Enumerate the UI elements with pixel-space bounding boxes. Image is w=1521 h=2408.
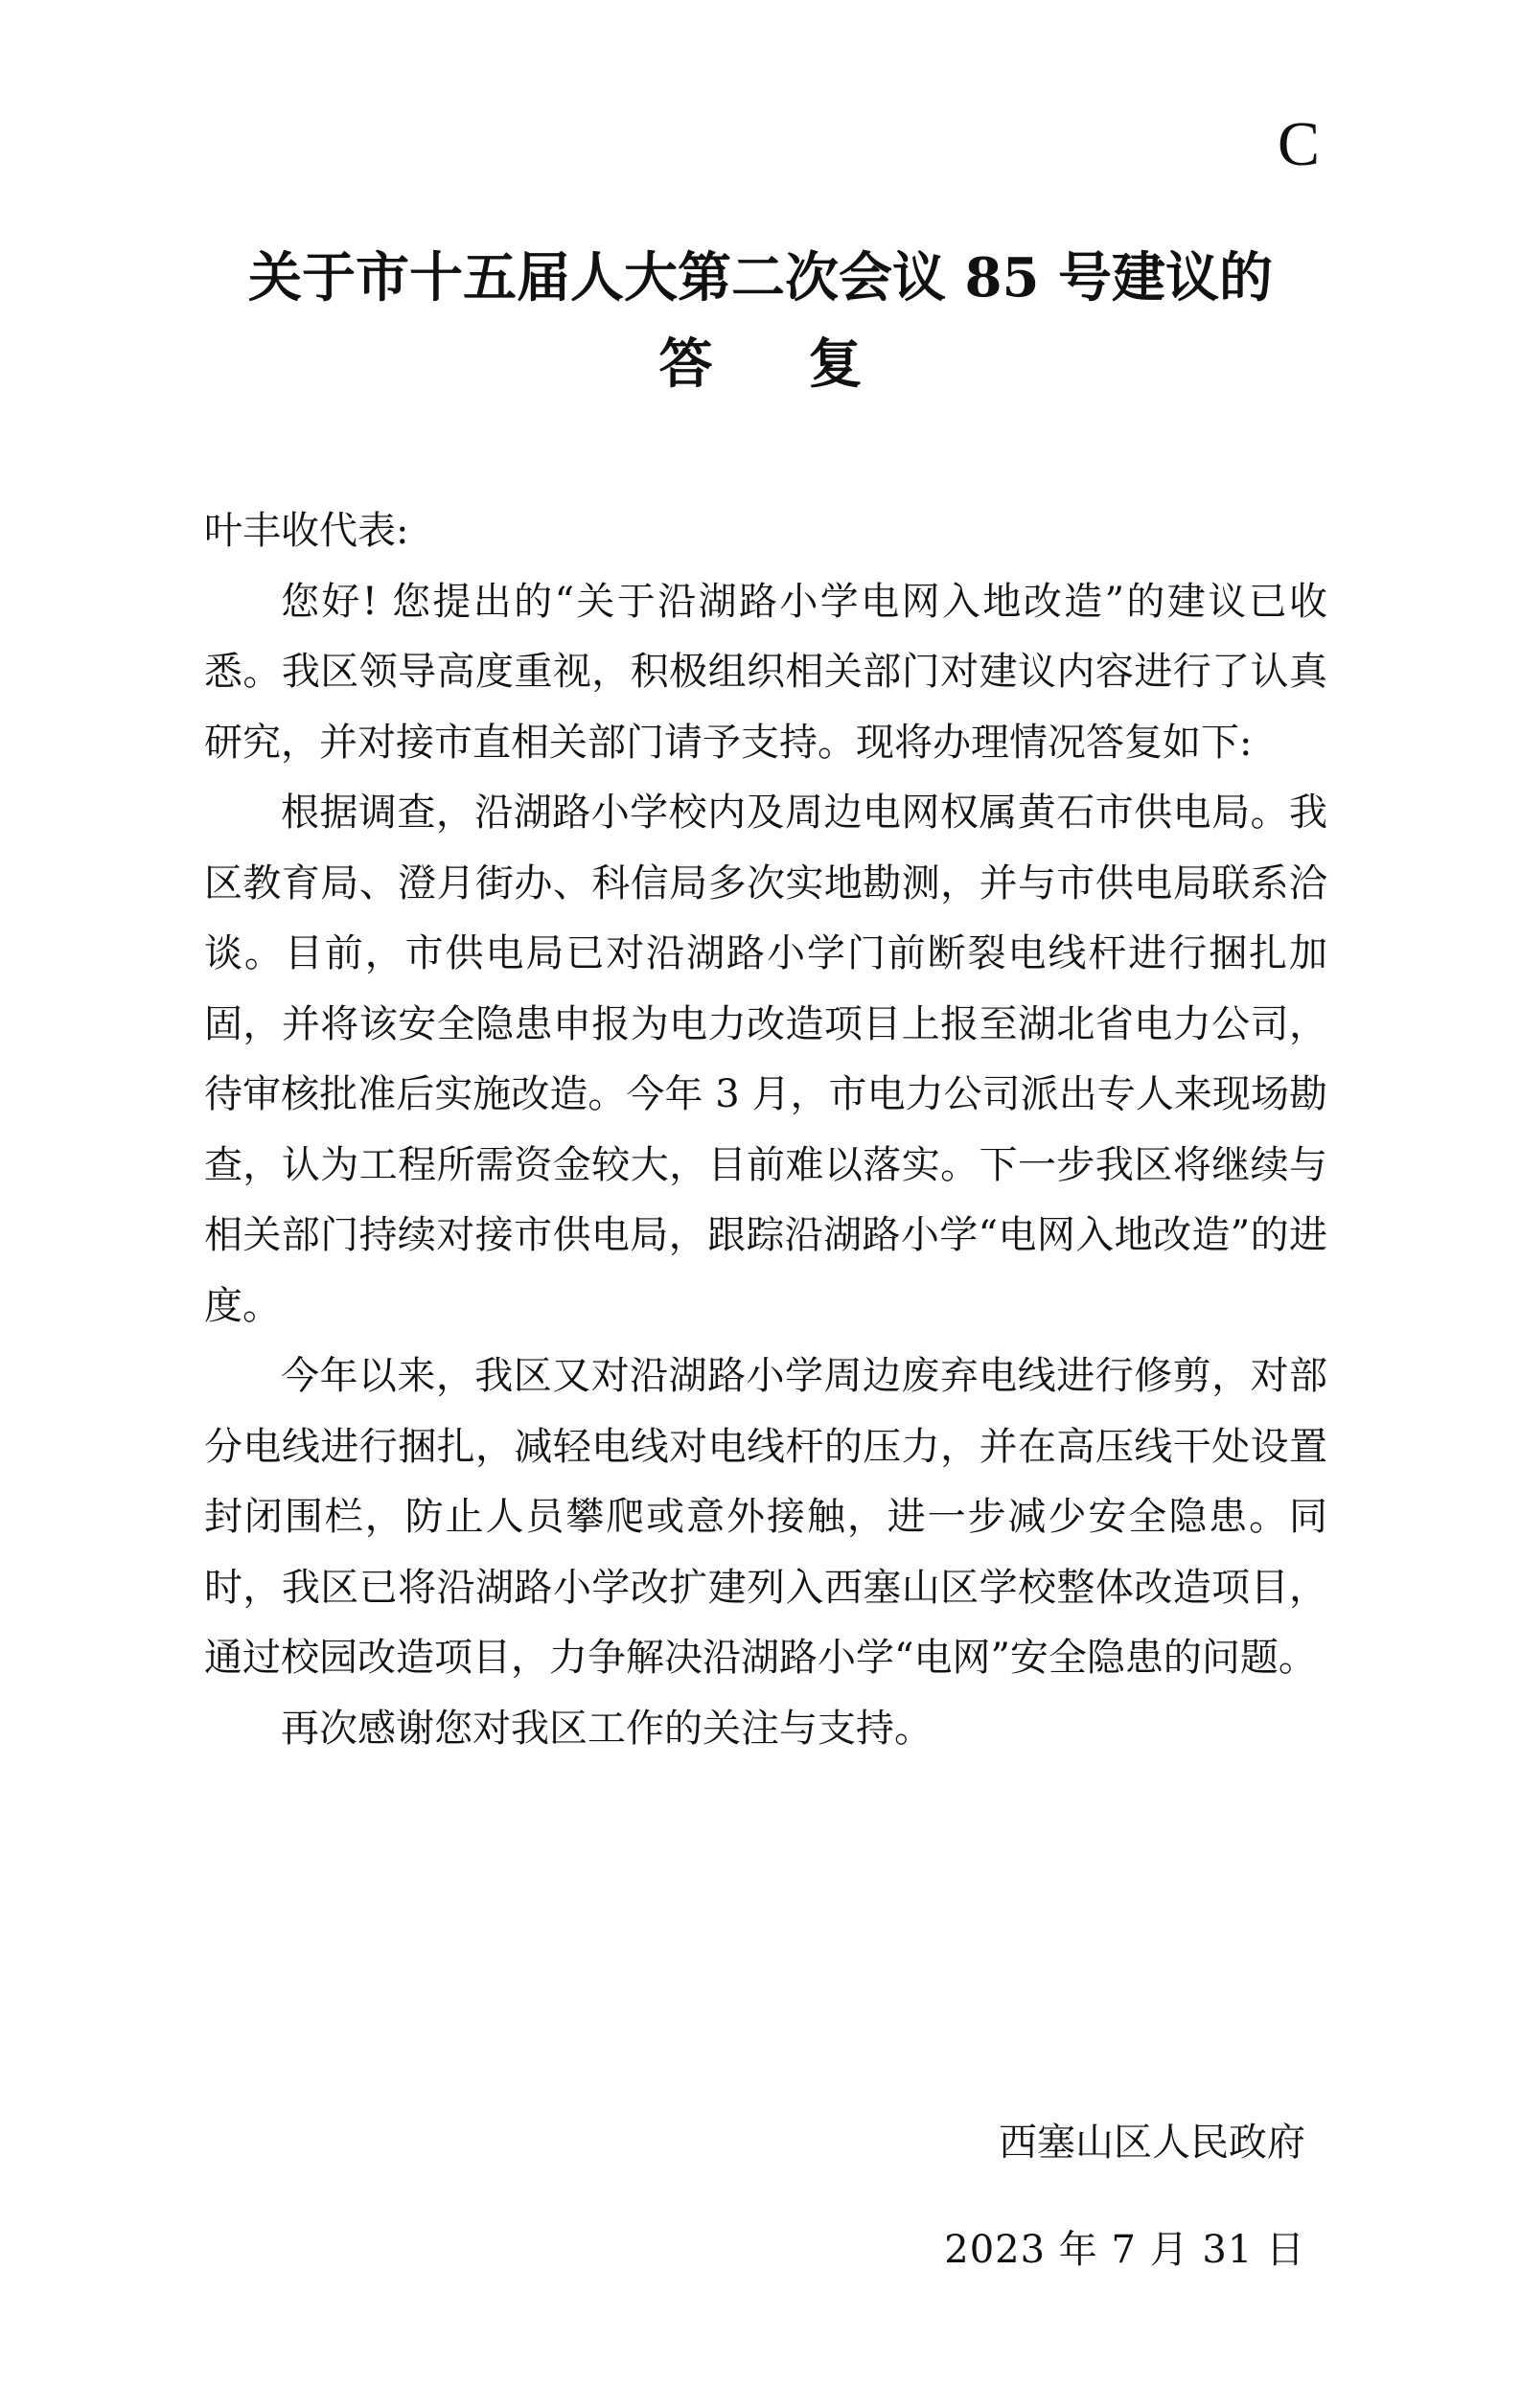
- document-title: 关于市十五届人大第二次会议 85 号建议的: [248, 246, 1273, 310]
- signature-date: 2023 年 7 月 31 日: [944, 2228, 1305, 2272]
- category-mark: C: [1277, 109, 1320, 179]
- salutation: 叶丰收代表:: [204, 509, 409, 553]
- body-paragraph: 今年以来，我区又对沿湖路小学周边废弃电线进行修剪，对部分电线进行捆扎，减轻电线对电线杆的压力，并在高压线干处设置封闭围栏，防止人员攀爬或意外接触，进一步减少安全隐患。同时，我区已将沿湖路小学改扩建列入西塞山区学校整体改造项目，通过校园改造项目，力争解决沿湖路小学“电网”安全隐患的问题。: [204, 1354, 1327, 1680]
- body-paragraph: 再次感谢您对我区工作的关注与支持。: [281, 1706, 933, 1751]
- document-body: [204, 496, 1327, 1764]
- document-title-reply: 答复: [658, 333, 958, 396]
- body-paragraph: 根据调查，沿湖路小学校内及周边电网权属黄石市供电局。我区教育局、澄月街办、科信局多次实地勘测，并与市供电局联系洽谈。目前，市供电局已对沿湖路小学门前断裂电线杆进行捆扎加固，并将该安全隐患申报为电力改造项目上报至湖北省电力公司，待审核批准后实施改造。今年 3 月，市电力公司派出专人来现场勘查，认为工程所需资金较大，目前难以落实。下一步我区将继续与相关部门持续对接市供电局，跟踪沿湖路小学“电网入地改造”的进度。: [204, 791, 1327, 1328]
- signature-organization: 西塞山区人民政府: [999, 2121, 1305, 2165]
- body-paragraph: 您好! 您提出的“关于沿湖路小学电网入地改造”的建议已收悉。我区领导高度重视，积极组织相关部门对建议内容进行了认真研究，并对接市直相关部门请予支持。现将办理情况答复如下:: [204, 579, 1327, 765]
